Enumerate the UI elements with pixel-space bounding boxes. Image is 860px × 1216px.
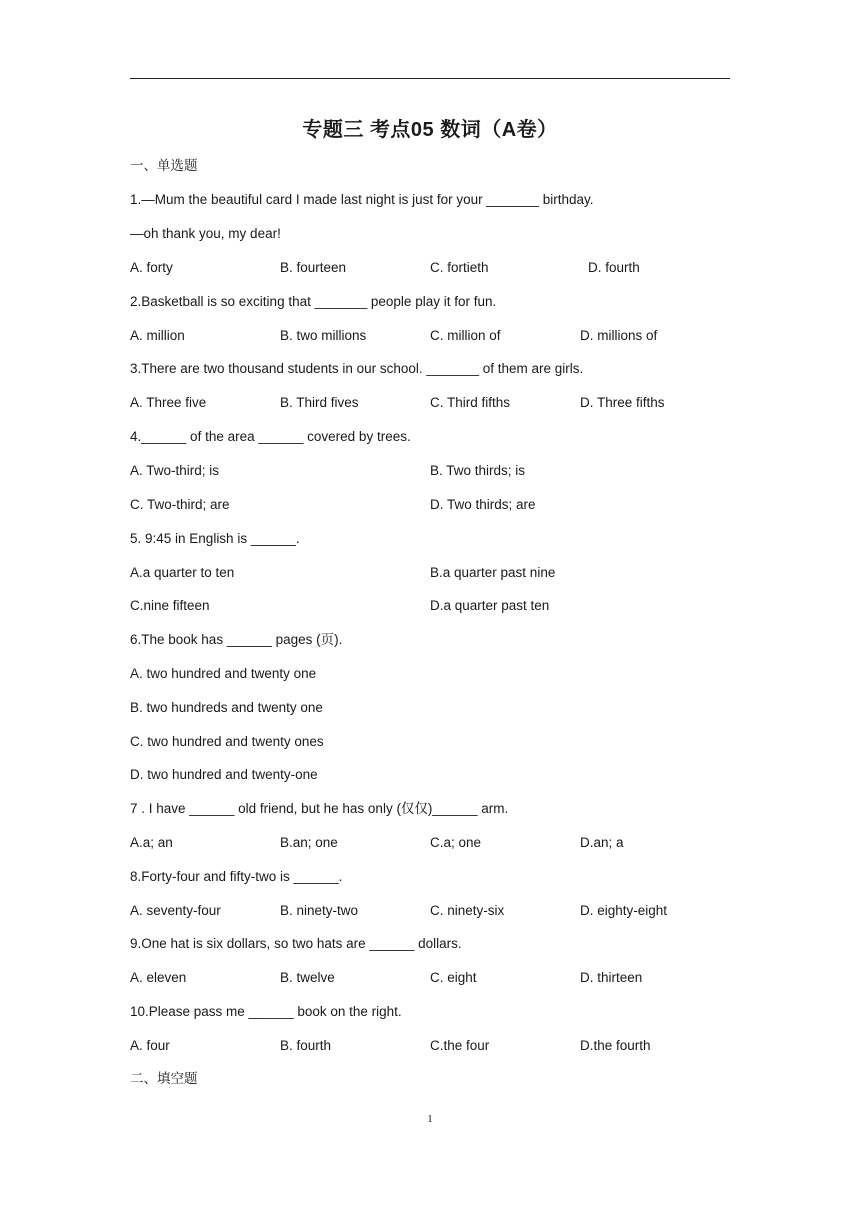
question-4-option-d: D. Two thirds; are bbox=[430, 497, 536, 512]
question-8-option-c: C. ninety-six bbox=[430, 903, 505, 918]
question-6-option-d: D. two hundred and twenty-one bbox=[130, 767, 318, 782]
question-7-stem: 7 . I have ______ old friend, but he has only (仅仅)______ arm. bbox=[130, 801, 509, 816]
question-9-option-a: A. eleven bbox=[130, 970, 187, 985]
question-2-option-a: A. million bbox=[130, 328, 185, 343]
question-3-option-d: D. Three fifths bbox=[580, 395, 665, 410]
question-4-stem: 4.______ of the area ______ covered by trees. bbox=[130, 429, 411, 444]
question-2-stem: 2.Basketball is so exciting that _______ people play it for fun. bbox=[130, 294, 497, 309]
question-10-stem: 10.Please pass me ______ book on the right. bbox=[130, 1004, 402, 1019]
question-5-option-d: D.a quarter past ten bbox=[430, 598, 550, 613]
question-3-option-a: A. Three five bbox=[130, 395, 207, 410]
question-1-option-b: B. fourteen bbox=[280, 260, 347, 275]
question-5-option-b: B.a quarter past nine bbox=[430, 565, 556, 580]
section-heading-fill-in: 二、填空题 bbox=[130, 1071, 198, 1086]
question-6-option-c: C. two hundred and twenty ones bbox=[130, 734, 324, 749]
question-1-stem-reply: —oh thank you, my dear! bbox=[130, 226, 281, 241]
question-6-option-b: B. two hundreds and twenty one bbox=[130, 700, 323, 715]
question-1-option-d: D. fourth bbox=[588, 260, 640, 275]
question-2-option-c: C. million of bbox=[430, 328, 501, 343]
question-5-option-a: A.a quarter to ten bbox=[130, 565, 235, 580]
page-title: 专题三 考点05 数词（A卷） bbox=[302, 119, 558, 141]
header-rule bbox=[130, 78, 730, 79]
question-6-option-a: A. two hundred and twenty one bbox=[130, 666, 317, 681]
question-5-stem: 5. 9:45 in English is ______. bbox=[130, 531, 300, 546]
question-9-option-c: C. eight bbox=[430, 970, 477, 985]
page-number: 1 bbox=[427, 1113, 433, 1125]
question-2-option-b: B. two millions bbox=[280, 328, 367, 343]
question-10-option-a: A. four bbox=[130, 1038, 170, 1053]
question-1-option-c: C. fortieth bbox=[430, 260, 489, 275]
question-10-option-d: D.the fourth bbox=[580, 1038, 651, 1053]
question-4-option-c: C. Two-third; are bbox=[130, 497, 230, 512]
question-8-option-a: A. seventy-four bbox=[130, 903, 221, 918]
question-8-stem: 8.Forty-four and fifty-two is ______. bbox=[130, 869, 343, 884]
question-1-stem: 1.—Mum the beautiful card I made last night is just for your _______ birthday. bbox=[130, 192, 594, 207]
section-heading-single-choice: 一、单选题 bbox=[130, 158, 198, 173]
question-3-option-c: C. Third fifths bbox=[430, 395, 511, 410]
question-2-option-d: D. millions of bbox=[580, 328, 658, 343]
question-1-option-a: A. forty bbox=[130, 260, 173, 275]
question-3-option-b: B. Third fives bbox=[280, 395, 359, 410]
question-5-option-c: C.nine fifteen bbox=[130, 598, 210, 613]
question-4-option-b: B. Two thirds; is bbox=[430, 463, 526, 478]
question-8-option-d: D. eighty-eight bbox=[580, 903, 668, 918]
question-6-stem: 6.The book has ______ pages (页). bbox=[130, 632, 343, 647]
question-10-option-c: C.the four bbox=[430, 1038, 490, 1053]
question-7-option-d: D.an; a bbox=[580, 835, 624, 850]
question-9-option-b: B. twelve bbox=[280, 970, 335, 985]
question-7-option-a: A.a; an bbox=[130, 835, 173, 850]
question-10-option-b: B. fourth bbox=[280, 1038, 332, 1053]
question-8-option-b: B. ninety-two bbox=[280, 903, 359, 918]
question-3-stem: 3.There are two thousand students in our school. _______ of them are girls. bbox=[130, 361, 584, 376]
question-9-stem: 9.One hat is six dollars, so two hats are ______ dollars. bbox=[130, 936, 462, 951]
question-9-option-d: D. thirteen bbox=[580, 970, 643, 985]
question-4-option-a: A. Two-third; is bbox=[130, 463, 220, 478]
question-7-option-c: C.a; one bbox=[430, 835, 482, 850]
question-7-option-b: B.an; one bbox=[280, 835, 338, 850]
